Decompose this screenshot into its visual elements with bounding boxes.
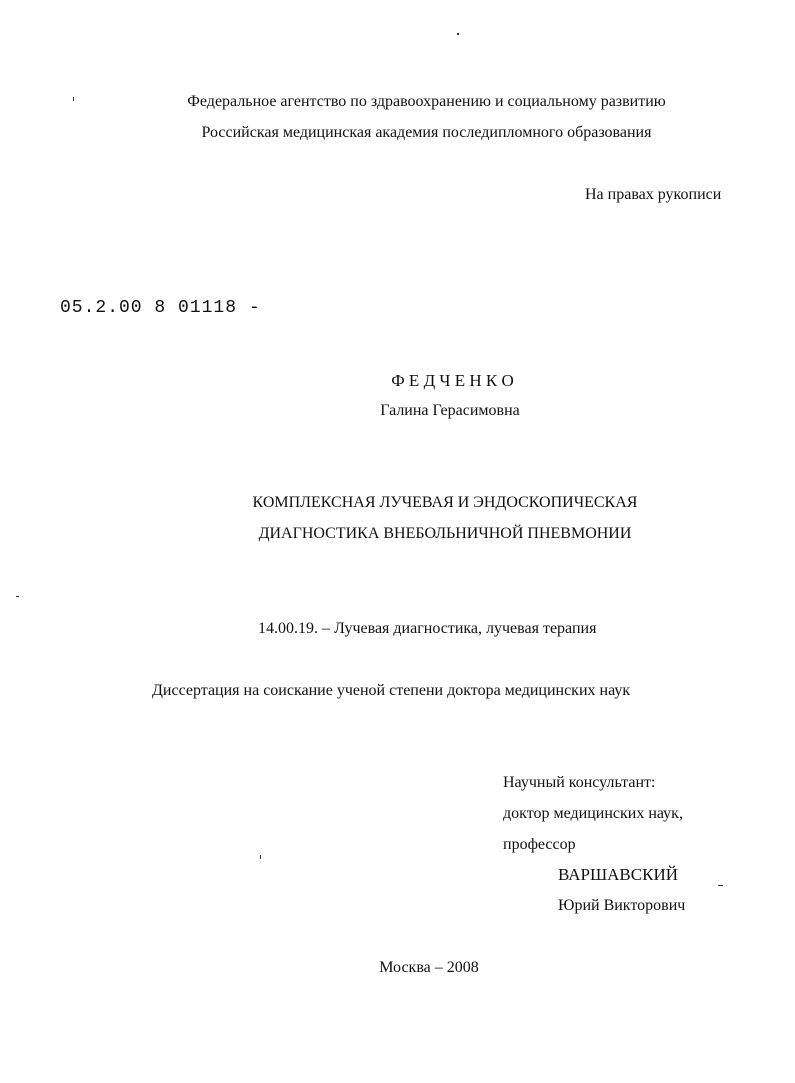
library-stamp-number: 05.2.00 8 01118 - xyxy=(60,298,261,318)
author-surname: Ф Е Д Ч Е Н К О xyxy=(391,371,514,390)
consultant-surname: ВАРШАВСКИЙ xyxy=(558,865,678,884)
scan-speck xyxy=(718,885,723,886)
manuscript-note: На правах рукописи xyxy=(585,186,722,203)
scan-speck xyxy=(457,33,459,35)
title-line-2: ДИАГНОСТИКА ВНЕБОЛЬНИЧНОЙ ПНЕВМОНИИ xyxy=(258,525,632,542)
consultant-name: Юрий Викторович xyxy=(558,897,686,914)
dissertation-line: Диссертация на соискание ученой степени доктора медицинских наук xyxy=(152,682,631,699)
scan-speck xyxy=(16,596,19,597)
academy-line: Российская медицинская академия последипломного образования xyxy=(201,124,652,141)
agency-line: Федеральное агентство по здравоохранению и социальному развитию xyxy=(187,93,666,110)
scan-speck xyxy=(260,855,261,859)
consultant-rank: профессор xyxy=(503,836,576,853)
title-line-1: КОМПЛЕКСНАЯ ЛУЧЕВАЯ И ЭНДОСКОПИЧЕСКАЯ xyxy=(252,494,638,511)
specialty-line: 14.00.19. – Лучевая диагностика, лучевая терапия xyxy=(258,620,597,637)
consultant-degree: доктор медицинских наук, xyxy=(503,805,683,822)
city-year: Москва – 2008 xyxy=(379,959,479,976)
consultant-label: Научный консультант: xyxy=(503,774,656,791)
author-name: Галина Герасимовна xyxy=(380,402,520,419)
